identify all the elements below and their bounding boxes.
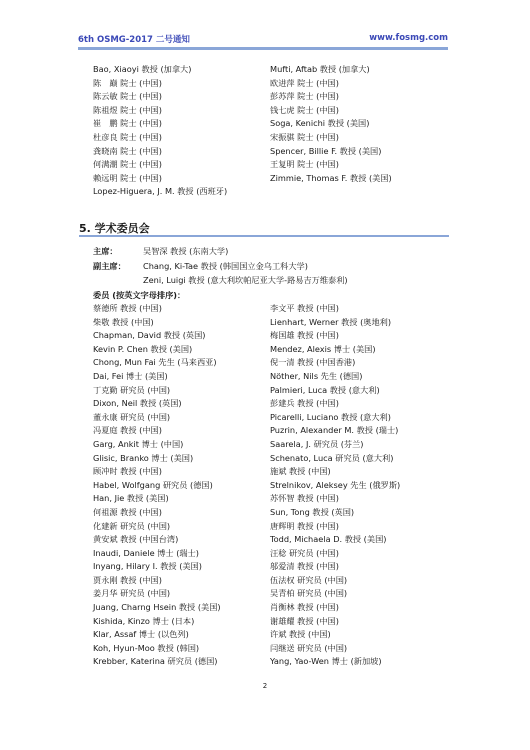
honorary-list-right [270, 63, 450, 185]
member-item: Schenato, Luca 研究员 (意大利) [270, 452, 394, 463]
vice-chair-value-2: Zeni, Luigi 教授 (意大利坎帕尼亚大学-路易吉万维泰利) [143, 275, 348, 285]
member-item: Inyang, Hilary I. 教授 (美国) [93, 561, 202, 572]
member-item: Saarela, J. 研究员 (芬兰) [270, 438, 364, 449]
member-item: Glisic, Branko 博士 (美国) [93, 452, 194, 463]
list-item: 宋振骐 院士 (中国) [270, 131, 339, 142]
member-item: 丁克勤 研究员 (中国) [93, 384, 171, 395]
member-item: Nöther, Nils 先生 (德国) [270, 370, 363, 381]
chair-label: 主席： [93, 246, 118, 256]
member-item: Strelnikov, Aleksey 先生 (俄罗斯) [270, 479, 401, 490]
page-number: 2 [262, 682, 268, 690]
member-item: 闫继送 研究员 (中国) [270, 642, 348, 653]
member-item: Chapman, David 教授 (英国) [93, 330, 206, 341]
list-item: 陈云敏 院士 (中国) [93, 91, 162, 102]
member-item: 黄安斌 教授 (中国台湾) [93, 534, 179, 545]
list-item: 龚晓南 院士 (中国) [93, 145, 162, 156]
member-item: Picarelli, Luciano 教授 (意大利) [270, 411, 391, 422]
header-title: 6th OSMG-2017 二号通知 [78, 35, 190, 45]
list-item: 赖远明 院士 (中国) [93, 172, 162, 183]
members-list-right [270, 302, 450, 669]
list-item: 钱七虎 院士 (中国) [270, 104, 339, 115]
section-title: 5. 学术委员会 [79, 222, 150, 235]
member-item: Kevin P. Chen 教授 (美国) [93, 343, 193, 354]
member-item: Koh, Hyun-Moo 教授 (韩国) [93, 642, 200, 653]
header-rule [78, 47, 448, 50]
member-item: 化建新 研究员 (中国) [93, 520, 171, 531]
member-item: Inaudi, Daniele 博士 (瑞士) [93, 547, 199, 558]
member-item: Lienhart, Werner 教授 (奥地利) [270, 316, 392, 327]
members-list-left [93, 302, 273, 669]
member-item: Dixon, Neil 教授 (英国) [93, 398, 182, 409]
list-item: Soga, Kenichi 教授 (美国) [270, 118, 370, 129]
member-item: 谢雄耀 教授 (中国) [270, 615, 339, 626]
member-item: 施斌 教授 (中国) [270, 466, 331, 477]
member-item: 董永康 研究员 (中国) [93, 411, 171, 422]
vice-chair-label: 副主席： [93, 261, 126, 271]
members-label: 委员 (按英文字母排序)： [93, 290, 186, 300]
member-item: Han, Jie 教授 (美国) [93, 493, 169, 504]
member-item: 李文平 教授 (中国) [270, 303, 339, 313]
member-item: 唐辉明 教授 (中国) [270, 520, 339, 531]
member-item: Puzrin, Alexander M. 教授 (瑞士) [270, 425, 399, 436]
member-item: 伍法权 研究员 (中国) [270, 574, 348, 585]
member-item: 倪一清 教授 (中国香港) [270, 357, 356, 368]
member-item: 彭建兵 教授 (中国) [270, 398, 339, 409]
chair-value: 吴智深 教授 (东南大学) [143, 246, 229, 256]
list-item: Zimmie, Thomas F. 教授 (美国) [270, 172, 392, 183]
member-item: Palmieri, Luca 教授 (意大利) [270, 384, 380, 395]
vice-chair-value-1: Chang, Ki-Tae 教授 (韩国国立金乌工科大学) [143, 261, 308, 271]
member-item: 姜月华 研究员 (中国) [93, 588, 171, 599]
member-item: 肖衡林 教授 (中国) [270, 602, 339, 613]
member-item: 何祖源 教授 (中国) [93, 506, 162, 517]
member-item: Mendez, Alexis 博士 (美国) [270, 343, 376, 354]
member-item: Garg, Ankit 博士 (中国) [93, 438, 184, 449]
member-item: 苏怀智 教授 (中国) [270, 493, 339, 504]
list-item: 何满潮 院士 (中国) [93, 159, 162, 170]
member-item: Chong, Mun Fai 先生 (马来西亚) [93, 357, 217, 368]
list-item: Spencer, Billie F. 教授 (美国) [270, 145, 382, 156]
list-item: 陈 巅 院士 (中国) [93, 77, 162, 88]
section-rule [79, 235, 449, 237]
member-item: Krebber, Katerina 研究员 (德国) [93, 656, 218, 667]
member-item: Klar, Assaf 博士 (以色列) [93, 629, 189, 640]
list-item: Lopez-Higuera, J. M. 教授 (西班牙) [93, 186, 228, 197]
member-item: 贾永刚 教授 (中国) [93, 574, 162, 585]
honorary-list-left [93, 63, 273, 199]
list-item: 崔 鹏 院士 (中国) [93, 118, 162, 129]
member-item: Sun, Tong 教授 (英国) [270, 506, 355, 517]
member-item: 柴敬 教授 (中国) [93, 316, 154, 327]
member-item: 汪稔 研究员 (中国) [270, 547, 339, 558]
list-item: 彭苏萍 院士 (中国) [270, 91, 339, 102]
member-item: 蔡德所 教授 (中国) [93, 303, 162, 313]
member-item: 梅国雄 教授 (中国) [270, 330, 339, 341]
list-item: 欧进萍 院士 (中国) [270, 77, 339, 88]
list-item: Bao, Xiaoyi 教授 (加拿大) [93, 64, 192, 74]
member-item: Kishida, Kinzo 博士 (日本) [93, 615, 195, 626]
list-item: 杜彦良 院士 (中国) [93, 131, 162, 142]
member-item: 吴青柏 研究员 (中国) [270, 588, 348, 599]
list-item: 陈祖煜 院士 (中国) [93, 104, 162, 115]
member-item: 冯夏庭 教授 (中国) [93, 425, 162, 436]
page-header [78, 33, 448, 49]
member-item: Todd, Michaela D. 教授 (美国) [270, 534, 387, 545]
list-item: 王复明 院士 (中国) [270, 159, 339, 170]
member-item: 顾冲时 教授 (中国) [93, 466, 162, 477]
member-item: Juang, Charng Hsein 教授 (美国) [93, 602, 221, 613]
member-item: 邬爱清 教授 (中国) [270, 561, 339, 572]
member-item: Yang, Yao-Wen 博士 (新加坡) [270, 656, 382, 667]
member-item: Habel, Wolfgang 研究员 (德国) [93, 479, 213, 490]
member-item: 许斌 教授 (中国) [270, 629, 331, 640]
header-website: www.fosmg.com [369, 33, 448, 43]
member-item: Dai, Fei 博士 (美国) [93, 370, 168, 381]
list-item: Mufti, Aftab 教授 (加拿大) [270, 64, 370, 74]
